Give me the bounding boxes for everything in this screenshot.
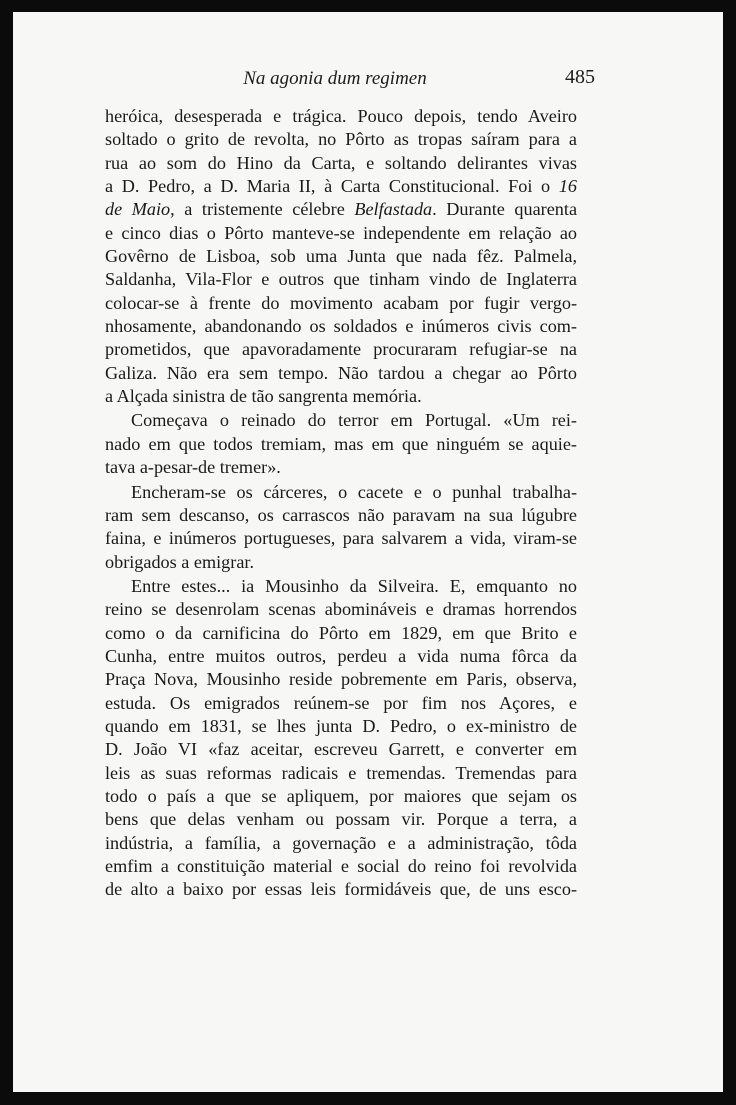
text-line: reino se desenrolam scenas abomináveis e dramas horrendos — [105, 599, 577, 620]
text-line: faina, e inúmeros portugueses, para salvarem a vida, viram-se — [105, 528, 577, 549]
text-line: obrigados a emigrar. — [105, 551, 254, 572]
text-line: heróica, desesperada e trágica. Pouco depois, tendo Aveiro — [105, 106, 577, 126]
paragraph — [105, 105, 577, 408]
text-line: Entre estes... ia Mousinho da Silveira. E, emquanto no — [131, 575, 577, 596]
book-page — [13, 12, 723, 1092]
text-line — [105, 198, 577, 221]
italic-date-number: 16 — [558, 176, 577, 197]
paragraph — [105, 575, 577, 902]
running-head — [105, 66, 595, 92]
italic-date-month: de Maio — [105, 199, 171, 220]
text-line: Praça Nova, Mousinho reside pobremente em Paris, observa, — [105, 669, 577, 690]
text-line: de alto a baixo por essas leis formidáveis que, de uns esco- — [105, 879, 577, 900]
text-line: nado em que todos tremiam, mas em que ninguém se aquie- — [105, 433, 577, 454]
text-line: emfim a constituição material e social do reino foi revolvida — [105, 856, 577, 876]
text-line: Saldanha, Vila-Flor e outros que tinham vindo de Inglaterra — [105, 269, 577, 290]
text-line: como o da carnificina do Pôrto em 1829, em que Brito e — [105, 622, 577, 643]
text-line: e cinco dias o Pôrto manteve-se independente em relação ao — [105, 222, 577, 243]
page-number: 485 — [565, 66, 595, 88]
text-line: quando em 1831, se lhes junta D. Pedro, o ex-ministro de — [105, 715, 577, 736]
text-line: D. João VI «faz aceitar, escreveu Garrett, e converter em — [105, 739, 577, 760]
text-line: indústria, a família, a governação e a administração, tôda — [105, 832, 577, 853]
text-line: tava a-pesar-de tremer». — [105, 457, 281, 478]
text-line: ram sem descanso, os carrascos não paravam na sua lúgubre — [105, 504, 577, 525]
text-line: rua ao som do Hino da Carta, e soltando delirantes vivas — [105, 152, 577, 173]
paragraph — [105, 481, 577, 574]
body-text — [105, 105, 577, 902]
running-title: Na agonia dum regimen — [243, 68, 427, 89]
text-line: bens que delas venham ou possam vir. Porque a terra, a — [105, 809, 577, 830]
text-fragment: , a tristemente célebre — [170, 199, 345, 220]
text-line: leis as suas reformas radicais e tremendas. Tremendas para — [105, 762, 577, 783]
text-line: colocar-se à frente do movimento acabam por fugir vergo- — [105, 292, 577, 313]
text-line: Galiza. Não era sem tempo. Não tardou a chegar ao Pôrto — [105, 362, 577, 383]
text-fragment: a D. Pedro, a D. Maria II, à Carta Constitucional. Foi o — [105, 176, 551, 197]
text-line: nhosamente, abandonando os soldados e inúmeros civis com- — [105, 316, 577, 337]
text-line — [105, 175, 577, 198]
text-line: estuda. Os emigrados reúnem-se por fim nos Açores, e — [105, 692, 577, 713]
text-line: a Alçada sinistra de tão sangrenta memória. — [105, 386, 422, 407]
paragraph — [105, 409, 577, 479]
text-line: Encheram-se os cárceres, o cacete e o punhal trabalha- — [131, 481, 577, 502]
text-line: todo o país a que se apliquem, por maiores que sejam os — [105, 785, 577, 806]
text-line: Govêrno de Lisboa, sob uma Junta que nada fêz. Palmela, — [105, 246, 577, 267]
italic-belfastada: Belfastada — [354, 199, 433, 220]
text-fragment: . Durante quarenta — [432, 199, 578, 220]
text-line: Começava o reinado do terror em Portugal. «Um rei- — [131, 410, 577, 431]
text-line: prometidos, que apavoradamente procuraram refugiar-se na — [105, 339, 577, 360]
text-line: soltado o grito de revolta, no Pôrto as tropas saíram para a — [105, 129, 577, 150]
text-line: Cunha, entre muitos outros, perdeu a vida numa fôrca da — [105, 645, 577, 666]
